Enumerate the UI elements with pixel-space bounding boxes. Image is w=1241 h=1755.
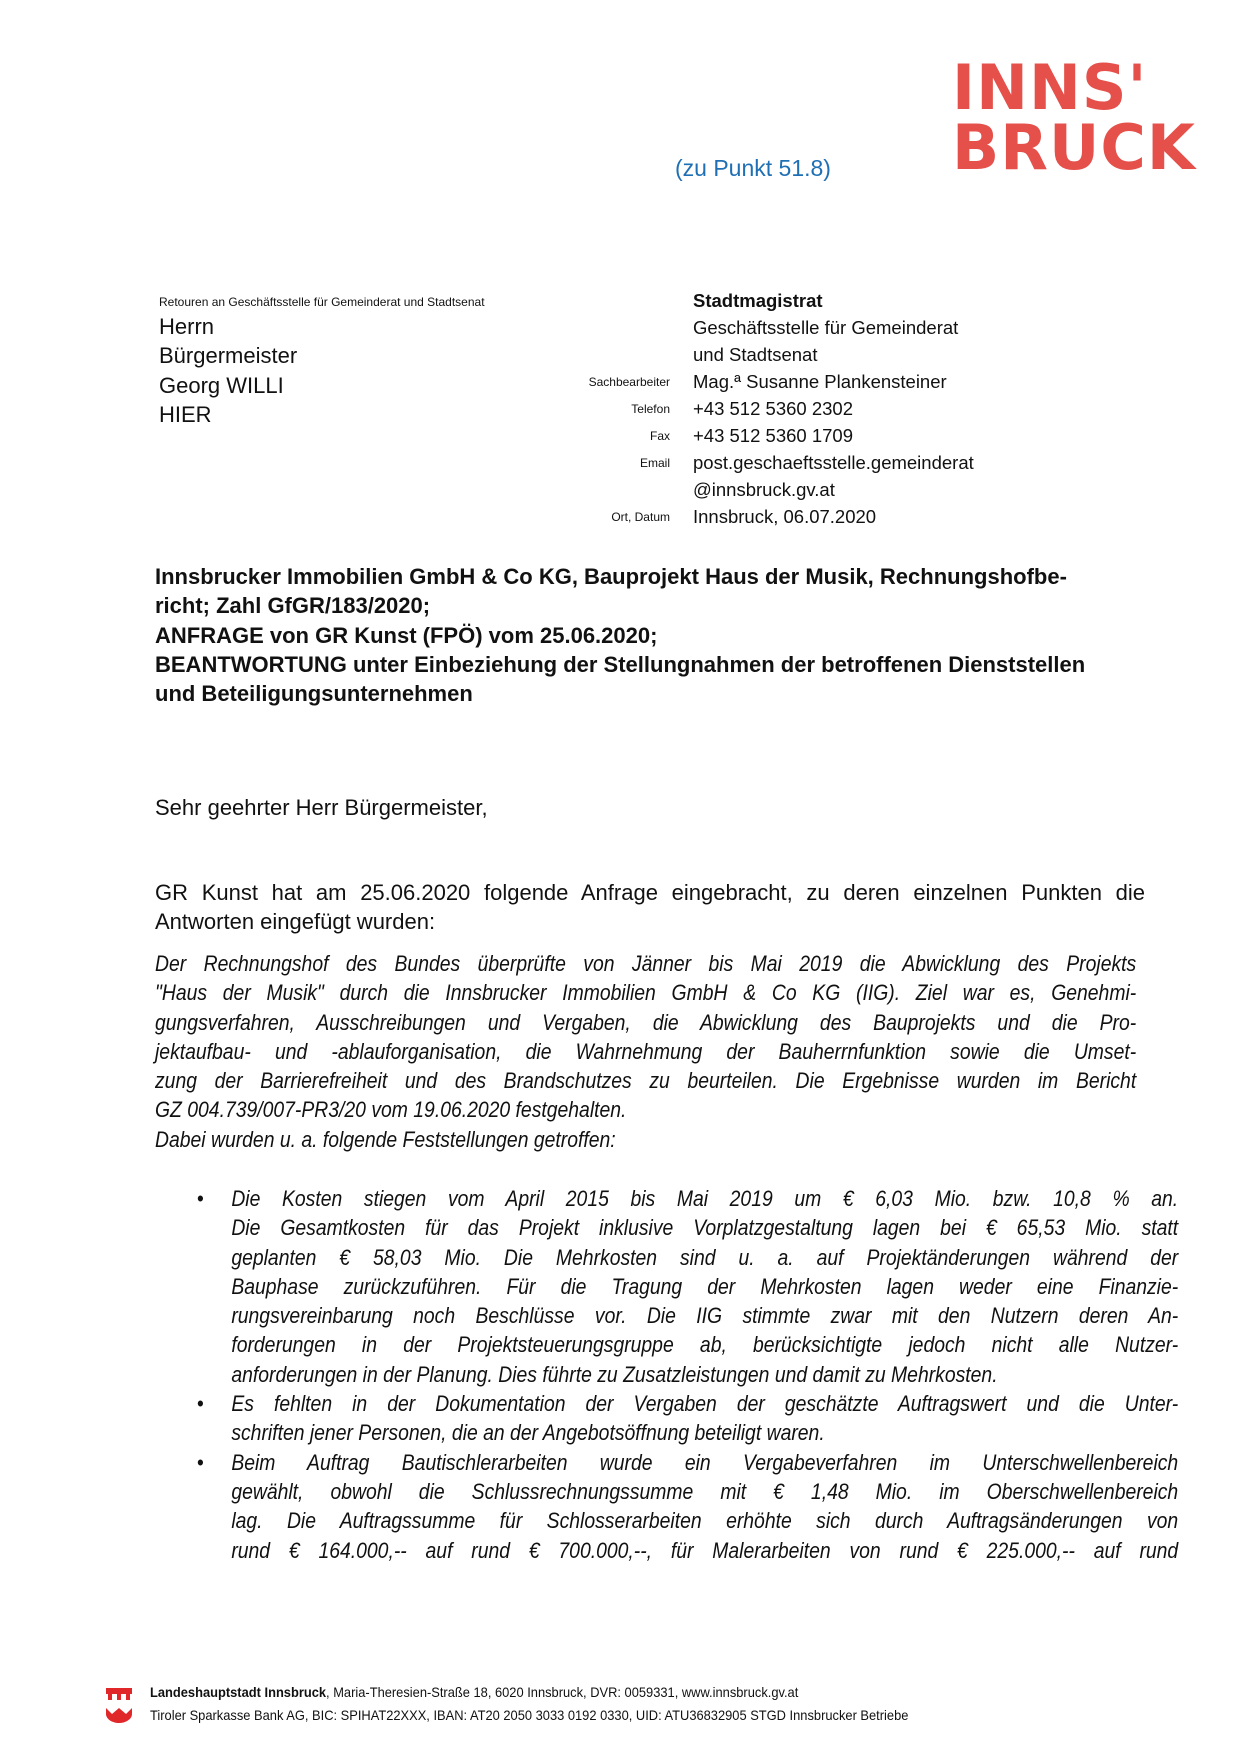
return-address-line: Retouren an Geschäftsstelle für Gemeinderat und Stadtsenat [159, 295, 485, 309]
sender-clerk: Mag.ª Susanne Plankensteiner [693, 371, 947, 392]
innsbruck-logo [952, 51, 1197, 184]
sender-phone: +43 512 5360 2302 [693, 398, 853, 419]
sender-email: post.geschaeftsstelle.gemeinderat [693, 452, 974, 473]
sender-fax: +43 512 5360 1709 [693, 425, 853, 446]
quote-line: Der Rechnungshof des Bundes überprüfte von Jänner bis Mai 2019 die Abwicklung des Projekts [155, 951, 1137, 976]
label-place-date: Ort, Datum [611, 510, 670, 524]
finding-line: geplanten € 58,03 Mio. Die Mehrkosten sind u. a. auf Projektänderungen während der [231, 1244, 1179, 1270]
footer-line-1 [150, 1684, 798, 1700]
sender-office: Stadtmagistrat [693, 290, 823, 311]
quote-line: zung der Barrierefreiheit und des Brandschutzes zu beurteilen. Die Ergebnisse wurden im Bericht [155, 1068, 1137, 1094]
subject [155, 562, 1145, 708]
label-email: Email [639, 456, 670, 470]
quote-line: gungsverfahren, Ausschreibungen und Vergaben, die Abwicklung des Bauprojekts und die Pro- [155, 1009, 1137, 1035]
finding-line: anforderungen in der Planung. Dies führte zu Zusatzleistungen und damit zu Mehrkosten. [231, 1361, 998, 1387]
agenda-reference: (zu Punkt 51.8) [675, 155, 831, 181]
quote-line: "Haus der Musik" durch die Innsbrucker Immobilien GmbH & Co KG (IIG). Ziel war es, Genehmi- [155, 980, 1137, 1006]
sender-department: Geschäftsstelle für Gemeinderat [693, 317, 959, 338]
city-crest-icon [105, 1684, 133, 1724]
recipient-address [159, 312, 297, 429]
logo-line-1: INNS' [952, 51, 1148, 124]
logo-line-2: BRUCK [952, 111, 1196, 184]
label-phone: Telefon [631, 402, 670, 416]
finding-item [197, 1389, 1178, 1448]
finding-line: gewählt, obwohl die Schlussrechnungssumme mit € 1,48 Mio. im Oberschwellenbereich [231, 1478, 1179, 1504]
findings-list [197, 1184, 1178, 1565]
sender-block [693, 287, 974, 530]
finding-line: rund € 164.000,-- auf rund € 700.000,--, für Malerarbeiten von rund € 225.000,-- auf rund [231, 1537, 1179, 1563]
footer-address: , Maria-Theresien-Straße 18, 6020 Innsbruck, DVR: 0059331, www.innsbruck.gv.at [326, 1684, 799, 1700]
footer-line-2: Tiroler Sparkasse Bank AG, BIC: SPIHAT22XXX, IBAN: AT20 2050 3033 0192 0330, UID: ATU36832905 STGD Innsbrucker Betriebe [150, 1707, 909, 1723]
recipient-line: HIER [159, 401, 212, 427]
subject-line: ANFRAGE von GR Kunst (FPÖ) vom 25.06.2020; [155, 622, 658, 648]
finding-line: Bauphase zurückzuführen. Für die Tragung der Mehrkosten lagen weder eine Finanzie- [231, 1273, 1179, 1299]
finding-line: Die Gesamtkosten für das Projekt inklusive Vorplatzgestaltung lagen bei € 65,53 Mio. statt [231, 1215, 1179, 1241]
bullet-icon: • [197, 1186, 204, 1211]
finding-line: forderungen in der Projektsteuerungsgruppe ab, berücksichtigte jedoch nicht alle Nutzer- [231, 1332, 1179, 1358]
subject-line: und Beteiligungsunternehmen [155, 681, 473, 707]
subject-line: BEANTWORTUNG unter Einbeziehung der Stellungnahmen der betroffenen Dienststellen [155, 651, 1086, 677]
sender-email-domain: @innsbruck.gv.at [693, 479, 835, 500]
intro-paragraph [155, 878, 1145, 937]
bullet-icon: • [197, 1449, 204, 1475]
recipient-line: Herrn [159, 314, 215, 339]
salutation: Sehr geehrter Herr Bürgermeister, [155, 795, 488, 820]
bullet-icon: • [197, 1391, 204, 1417]
finding-item [197, 1448, 1178, 1565]
recipient-line: Georg WILLI [159, 372, 284, 398]
subject-line: Innsbrucker Immobilien GmbH & Co KG, Bauprojekt Haus der Musik, Rechnungshofbe- [155, 564, 1067, 589]
intro-line: GR Kunst hat am 25.06.2020 folgende Anfrage eingebracht, zu deren einzelnen Punkten die [155, 880, 1145, 905]
finding-line: rungsvereinbarung noch Beschlüsse vor. Die IIG stimmte zwar mit den Nutzern deren An- [231, 1303, 1179, 1329]
inquiry-quote [155, 949, 1136, 1154]
finding-line: lag. Die Auftragssumme für Schlosserarbeiten erhöhte sich durch Auftragsänderungen von [231, 1508, 1179, 1534]
subject-line: richt; Zahl GfGR/183/2020; [155, 593, 431, 619]
footer-org: Landeshauptstadt Innsbruck [150, 1684, 327, 1700]
finding-line: schriften jener Personen, die an der Angebotsöffnung beteiligt waren. [231, 1420, 825, 1446]
finding-line: Es fehlten in der Dokumentation der Vergaben der geschätzte Auftragswert und die Unter- [231, 1391, 1179, 1417]
intro-line: Antworten eingefügt wurden: [155, 909, 436, 935]
recipient-line: Bürgermeister [159, 343, 298, 369]
finding-line: Beim Auftrag Bautischlerarbeiten wurde ein Vergabeverfahren im Unterschwellenbereich [231, 1449, 1179, 1475]
sender-date: Innsbruck, 06.07.2020 [693, 506, 877, 527]
quote-line: Dabei wurden u. a. folgende Feststellungen getroffen: [155, 1126, 616, 1152]
quote-line: GZ 004.739/007-PR3/20 vom 19.06.2020 festgehalten. [155, 1097, 627, 1123]
finding-item [197, 1184, 1178, 1389]
sender-department: und Stadtsenat [693, 344, 818, 365]
finding-line: Die Kosten stiegen vom April 2015 bis Mai 2019 um € 6,03 Mio. bzw. 10,8 % an. [231, 1186, 1179, 1211]
label-fax: Fax [649, 429, 670, 443]
label-clerk: Sachbearbeiter [588, 375, 670, 389]
quote-line: jektaufbau- und -ablauforganisation, die Wahrnehmung der Bauherrnfunktion sowie die Umset- [155, 1038, 1137, 1064]
